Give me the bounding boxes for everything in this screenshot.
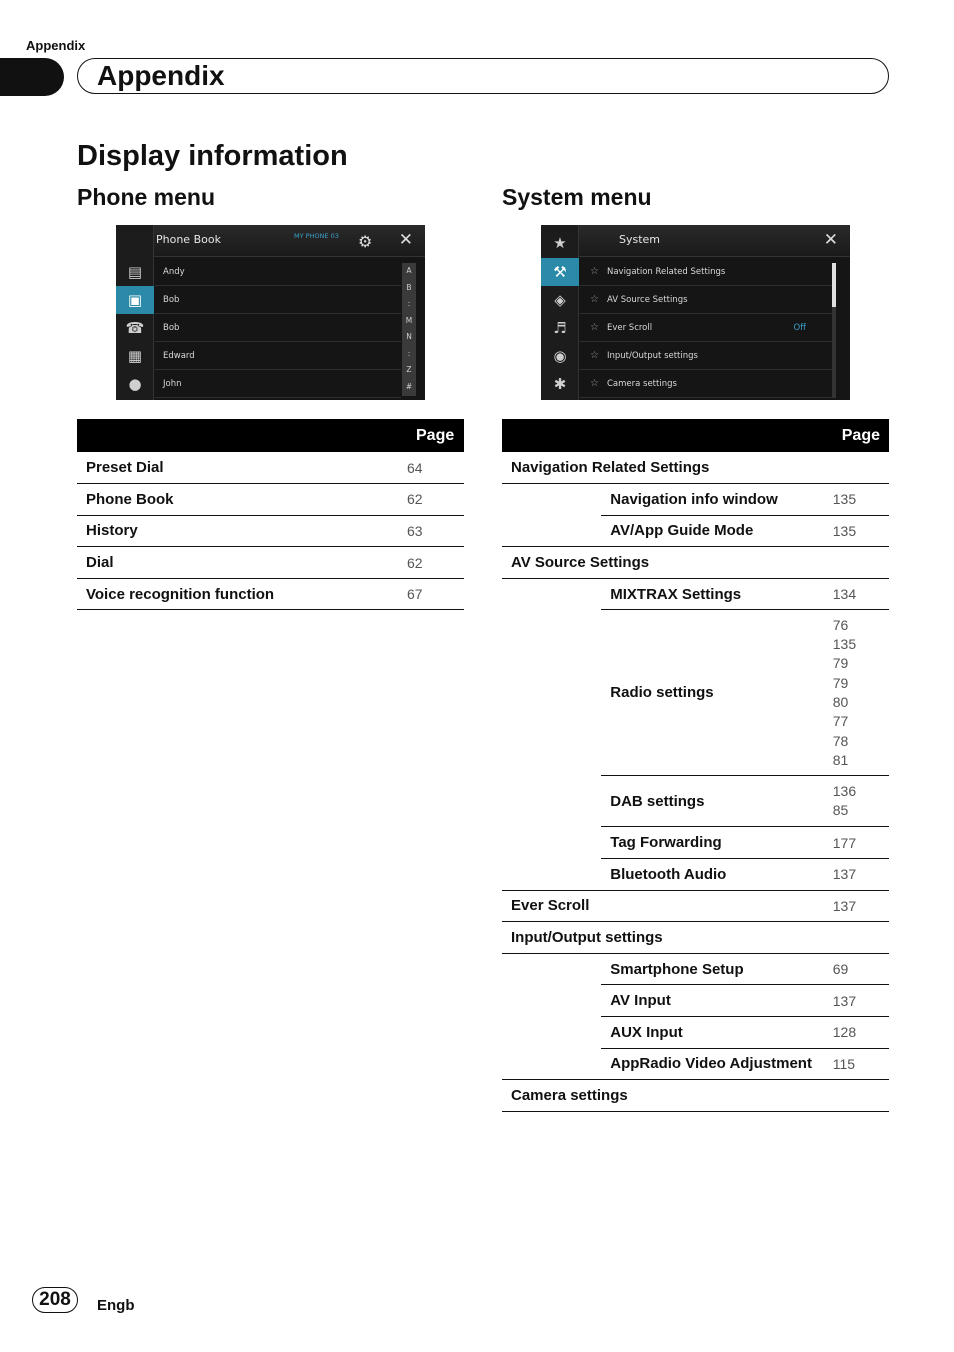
indent-cell <box>502 827 601 859</box>
close-icon[interactable]: ✕ <box>398 230 413 250</box>
settings-row-label: Camera settings <box>606 379 677 389</box>
system-menu-title: System menu <box>502 184 652 210</box>
header-cell <box>77 419 407 452</box>
table-row <box>502 776 889 827</box>
index-letter[interactable]: N <box>406 332 412 341</box>
screen-title: System <box>619 233 661 246</box>
indent-cell <box>502 953 601 985</box>
screen-sidebar <box>116 225 154 400</box>
row-label: Phone Book <box>86 490 174 508</box>
row-label: Voice recognition function <box>86 585 275 603</box>
running-head: Appendix <box>26 38 86 53</box>
row-page: 63 <box>407 522 423 539</box>
row-label: AppRadio Video Adjustment <box>610 1055 812 1073</box>
row-label: Navigation info window <box>601 484 832 516</box>
favorite-star-icon[interactable]: ☆ <box>590 378 599 389</box>
language-code: Engb <box>97 1297 135 1314</box>
row-page: 137 <box>832 897 857 914</box>
indent-cell <box>502 859 601 891</box>
row-page: 85 <box>832 802 849 819</box>
row-page: 79 <box>832 674 849 691</box>
row-page: 177 <box>833 827 889 859</box>
indent-cell <box>502 1017 601 1049</box>
group-label: Navigation Related Settings <box>511 459 710 477</box>
row-page: 64 <box>407 459 423 476</box>
ever-scroll-value: Off <box>793 323 806 333</box>
table-row <box>502 827 889 859</box>
contact-card-icon[interactable]: ▣ <box>116 286 154 314</box>
row-label: Radio settings <box>601 610 832 776</box>
section-title: Display information <box>77 140 348 172</box>
settings-row-label: Input/Output settings <box>606 351 698 361</box>
indent-cell <box>502 484 601 516</box>
tools-icon[interactable]: ⚒ <box>541 258 579 286</box>
row-page: 128 <box>833 1017 889 1049</box>
phone-menu-title: Phone menu <box>77 184 216 210</box>
contact-row[interactable]: Bob <box>155 286 401 314</box>
row-label: History <box>86 522 138 540</box>
settings-row[interactable] <box>580 314 836 342</box>
row-label: DAB settings <box>601 776 832 827</box>
screen-title: Phone Book <box>156 233 221 246</box>
row-label: Preset Dial <box>86 459 164 477</box>
table-row <box>502 985 889 1017</box>
row-label: Tag Forwarding <box>601 827 832 859</box>
favorite-star-icon[interactable]: ☆ <box>590 266 599 277</box>
row-label: Bluetooth Audio <box>610 865 727 883</box>
row-page: 134 <box>833 578 889 610</box>
row-page: 137 <box>832 866 857 883</box>
row-page: 76 <box>832 616 849 633</box>
row-page: 78 <box>832 732 849 749</box>
favorite-star-icon[interactable]: ☆ <box>590 294 599 305</box>
table-row <box>502 890 889 922</box>
star-icon[interactable]: ★ <box>553 234 567 252</box>
contact-row[interactable]: Bob <box>155 314 401 342</box>
screen-header <box>541 225 850 257</box>
index-letter[interactable]: A <box>406 266 412 275</box>
navigation-icon[interactable]: ◈ <box>554 291 566 309</box>
index-letter[interactable]: M <box>405 315 413 325</box>
phone-status: MY PHONE 03 <box>294 232 339 240</box>
row-page: 79 <box>832 655 849 672</box>
table-row <box>502 578 889 610</box>
table-row <box>502 1048 889 1080</box>
table-row <box>502 1080 889 1112</box>
indent-cell <box>502 1048 601 1080</box>
index-letter[interactable]: : <box>407 348 411 358</box>
table-row <box>502 1017 889 1049</box>
chapter-title: Appendix <box>97 60 225 91</box>
system-screenshot <box>541 225 850 400</box>
scrollbar-thumb[interactable] <box>832 263 836 307</box>
favorite-star-icon[interactable]: ☆ <box>590 350 599 361</box>
page-column-header: Page <box>407 419 464 452</box>
group-label: Camera settings <box>511 1087 628 1105</box>
row-page: 62 <box>407 554 423 571</box>
row-page: 135 <box>832 522 857 539</box>
row-page: 77 <box>832 713 849 730</box>
table-row <box>502 515 889 547</box>
indent-cell <box>502 578 601 610</box>
close-icon[interactable]: ✕ <box>823 230 838 250</box>
row-label: Smartphone Setup <box>601 953 832 985</box>
row-page: 81 <box>832 751 849 768</box>
indent-cell <box>502 515 601 547</box>
bookshelf-icon[interactable]: ▤ <box>127 263 143 281</box>
system-menu-table <box>502 419 889 1112</box>
row-page: 69 <box>833 953 889 985</box>
contact-row[interactable]: Andy <box>155 258 401 286</box>
phone-menu-table <box>77 419 464 610</box>
index-letter[interactable]: Z <box>406 365 412 374</box>
table-row <box>77 452 464 484</box>
row-page: 62 <box>407 491 423 508</box>
phone-book-screenshot <box>116 225 425 400</box>
row-label: AV Input <box>601 985 832 1017</box>
table-row <box>502 859 889 891</box>
row-label: Dial <box>86 554 114 572</box>
row-page: 135 <box>833 484 889 516</box>
speaker-icon[interactable]: ♬ <box>553 319 567 337</box>
indent-cell <box>502 985 601 1017</box>
settings-row-label: Ever Scroll <box>606 323 653 333</box>
indent-cell <box>502 776 601 827</box>
screen-sidebar <box>541 225 579 400</box>
row-page: 136 <box>832 783 857 800</box>
table-row <box>77 578 464 610</box>
row-label: AV/App Guide Mode <box>610 522 754 540</box>
disc-icon[interactable]: ◉ <box>553 347 567 365</box>
chapter-tab <box>0 58 64 96</box>
keypad-icon[interactable]: ▦ <box>127 347 143 365</box>
voice-icon[interactable]: ● <box>128 375 142 393</box>
settings-row[interactable] <box>580 342 836 370</box>
page-number: 208 <box>32 1287 78 1313</box>
row-pages <box>833 776 889 827</box>
row-page: 80 <box>832 693 849 710</box>
group-label: Ever Scroll <box>511 897 590 915</box>
row-page: 137 <box>833 985 889 1017</box>
contact-row[interactable]: Edward <box>155 342 401 370</box>
group-label: AV Source Settings <box>511 554 650 572</box>
settings-row-label: AV Source Settings <box>606 295 688 305</box>
table-row <box>77 515 464 547</box>
settings-row-label: Navigation Related Settings <box>606 267 726 277</box>
row-label: MIXTRAX Settings <box>601 578 832 610</box>
table-row <box>502 922 889 954</box>
index-letter[interactable]: B <box>406 282 412 292</box>
header-cell <box>502 419 601 452</box>
table-row <box>502 610 889 776</box>
row-label: AUX Input <box>601 1017 832 1049</box>
alphabet-index[interactable] <box>402 263 416 396</box>
contact-row[interactable]: John <box>155 370 401 398</box>
settings-row[interactable] <box>580 258 836 286</box>
favorite-star-icon[interactable]: ☆ <box>590 322 599 333</box>
row-page: 67 <box>407 586 423 603</box>
settings-gear-icon[interactable]: ⚙ <box>358 232 373 251</box>
table-row <box>502 547 889 579</box>
settings-row[interactable] <box>580 370 836 398</box>
row-pages <box>833 610 889 776</box>
table-row <box>502 484 889 516</box>
row-page: 115 <box>832 1055 856 1072</box>
header-cell <box>601 419 832 452</box>
index-letter[interactable]: : <box>407 299 411 308</box>
table-row <box>502 452 889 484</box>
group-label: Input/Output settings <box>511 929 663 947</box>
row-page: 135 <box>832 636 857 653</box>
indent-cell <box>502 610 601 776</box>
table-row <box>77 547 464 579</box>
bluetooth-icon[interactable]: ✱ <box>553 375 567 393</box>
settings-row[interactable] <box>580 286 836 314</box>
index-letter[interactable]: # <box>405 381 413 391</box>
call-history-icon[interactable]: ☎ <box>125 319 145 337</box>
page-column-header: Page <box>833 419 889 452</box>
table-row <box>502 953 889 985</box>
table-row <box>77 484 464 516</box>
